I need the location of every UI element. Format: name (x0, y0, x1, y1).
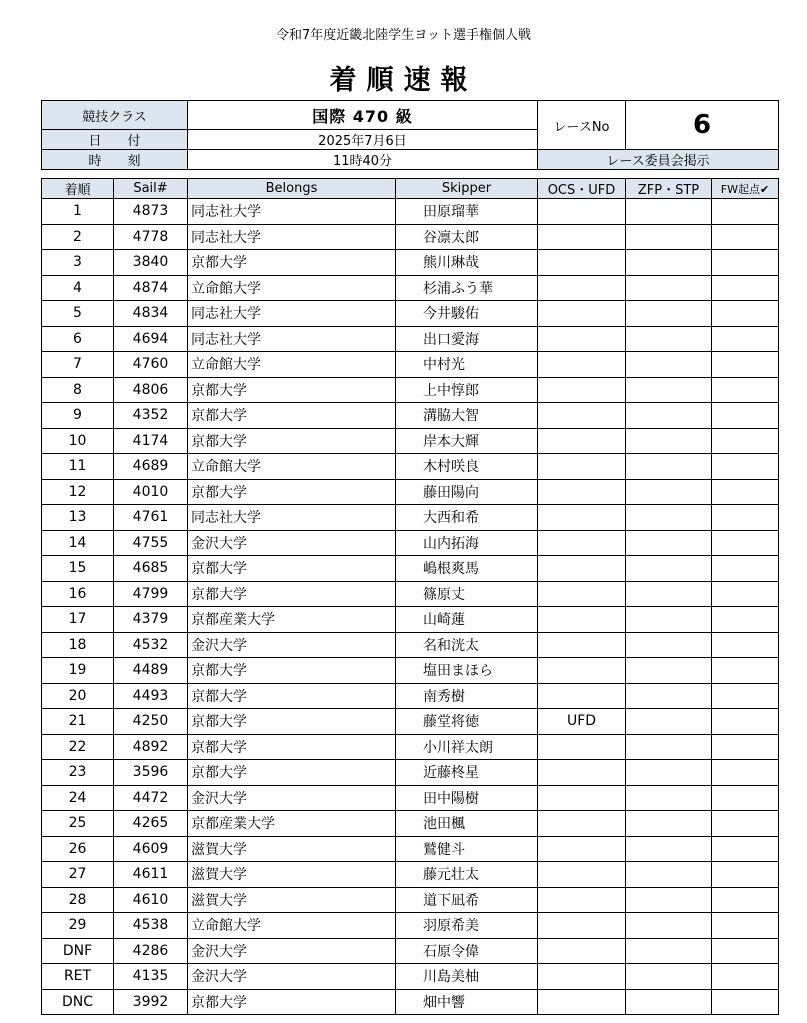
race-info-table (41, 100, 779, 170)
belongs-cell: 京都大学 (188, 250, 396, 276)
fw-check-cell (712, 913, 779, 939)
zfp-stp-cell (626, 709, 712, 735)
table-row (42, 913, 779, 939)
sail-cell: 4250 (114, 709, 188, 735)
rank-cell: 29 (42, 913, 114, 939)
fw-check-cell (712, 479, 779, 505)
fw-check-cell (712, 760, 779, 786)
table-row (42, 709, 779, 735)
fw-check-cell (712, 301, 779, 327)
belongs-cell: 滋賀大学 (188, 887, 396, 913)
rank-cell: 9 (42, 403, 114, 429)
rank-cell: 15 (42, 556, 114, 582)
zfp-stp-cell (626, 632, 712, 658)
sail-cell: 4689 (114, 454, 188, 480)
skipper-cell: 篠原丈 (396, 581, 538, 607)
skipper-cell: 熊川琳哉 (396, 250, 538, 276)
skipper-cell: 嶋根爽馬 (396, 556, 538, 582)
belongs-cell: 京都大学 (188, 556, 396, 582)
zfp-stp-cell (626, 505, 712, 531)
skipper-cell: 鷲健斗 (396, 836, 538, 862)
belongs-cell: 京都大学 (188, 403, 396, 429)
ocs-ufd-cell (538, 964, 626, 990)
skipper-cell: 山崎蓮 (396, 607, 538, 633)
sail-cell: 4611 (114, 862, 188, 888)
zfp-stp-cell (626, 224, 712, 250)
belongs-cell: 金沢大学 (188, 938, 396, 964)
skipper-cell: 山内拓海 (396, 530, 538, 556)
belongs-cell: 同志社大学 (188, 301, 396, 327)
sail-cell: 3840 (114, 250, 188, 276)
zfp-stp-cell (626, 428, 712, 454)
belongs-cell: 同志社大学 (188, 224, 396, 250)
skipper-cell: 木村咲良 (396, 454, 538, 480)
posted-by: レース委員会掲示 (538, 150, 779, 170)
table-row (42, 811, 779, 837)
zfp-stp-cell (626, 887, 712, 913)
skipper-cell: 石原令偉 (396, 938, 538, 964)
skipper-cell: 中村光 (396, 352, 538, 378)
fw-check-cell (712, 352, 779, 378)
skipper-cell: 川島美柚 (396, 964, 538, 990)
fw-check-cell (712, 887, 779, 913)
table-row (42, 428, 779, 454)
rank-cell: RET (42, 964, 114, 990)
table-row (42, 556, 779, 582)
rank-cell: 12 (42, 479, 114, 505)
rank-cell: 14 (42, 530, 114, 556)
sail-cell: 3596 (114, 760, 188, 786)
rank-cell: 8 (42, 377, 114, 403)
fw-check-cell (712, 607, 779, 633)
fw-check-cell (712, 632, 779, 658)
table-row (42, 403, 779, 429)
fw-check-cell (712, 811, 779, 837)
class-label: 競技クラス (42, 101, 188, 130)
fw-check-cell (712, 454, 779, 480)
rank-cell: 4 (42, 275, 114, 301)
zfp-stp-cell (626, 326, 712, 352)
ocs-ufd-cell (538, 275, 626, 301)
ocs-ufd-cell (538, 938, 626, 964)
skipper-cell: 上中惇郎 (396, 377, 538, 403)
zfp-stp-cell (626, 377, 712, 403)
sail-cell: 4174 (114, 428, 188, 454)
table-row (42, 530, 779, 556)
zfp-stp-cell (626, 581, 712, 607)
col-skipper: Skipper (396, 179, 538, 199)
rank-cell: 7 (42, 352, 114, 378)
table-row (42, 326, 779, 352)
sail-cell: 4685 (114, 556, 188, 582)
ocs-ufd-cell (538, 454, 626, 480)
ocs-ufd-cell (538, 326, 626, 352)
belongs-cell: 同志社大学 (188, 199, 396, 225)
time-value: 11時40分 (188, 150, 538, 170)
skipper-cell: 岸本大輝 (396, 428, 538, 454)
skipper-cell: 藤元壮太 (396, 862, 538, 888)
table-row (42, 224, 779, 250)
fw-check-cell (712, 403, 779, 429)
table-row (42, 275, 779, 301)
rank-cell: 21 (42, 709, 114, 735)
zfp-stp-cell (626, 301, 712, 327)
ocs-ufd-cell (538, 581, 626, 607)
sail-cell: 4761 (114, 505, 188, 531)
sail-cell: 4493 (114, 683, 188, 709)
belongs-cell: 立命館大学 (188, 275, 396, 301)
belongs-cell: 京都大学 (188, 709, 396, 735)
ocs-ufd-cell (538, 556, 626, 582)
rank-cell: 3 (42, 250, 114, 276)
skipper-cell: 羽原希美 (396, 913, 538, 939)
ocs-ufd-cell (538, 377, 626, 403)
sail-cell: 4760 (114, 352, 188, 378)
zfp-stp-cell (626, 964, 712, 990)
table-row (42, 581, 779, 607)
skipper-cell: 道下凪希 (396, 887, 538, 913)
rank-cell: DNF (42, 938, 114, 964)
fw-check-cell (712, 326, 779, 352)
rank-cell: 25 (42, 811, 114, 837)
zfp-stp-cell (626, 607, 712, 633)
fw-check-cell (712, 989, 779, 1015)
ocs-ufd-cell (538, 989, 626, 1015)
table-row (42, 887, 779, 913)
table-row (42, 862, 779, 888)
skipper-cell: 名和洸太 (396, 632, 538, 658)
fw-check-cell (712, 581, 779, 607)
fw-check-cell (712, 938, 779, 964)
zfp-stp-cell (626, 352, 712, 378)
belongs-cell: 立命館大学 (188, 352, 396, 378)
results-table (41, 178, 779, 1015)
table-row (42, 454, 779, 480)
rank-cell: 13 (42, 505, 114, 531)
fw-check-cell (712, 683, 779, 709)
skipper-cell: 南秀樹 (396, 683, 538, 709)
rank-cell: 19 (42, 658, 114, 684)
skipper-cell: 塩田まほら (396, 658, 538, 684)
rank-cell: 24 (42, 785, 114, 811)
ocs-ufd-cell (538, 887, 626, 913)
table-row (42, 352, 779, 378)
zfp-stp-cell (626, 403, 712, 429)
belongs-cell: 金沢大学 (188, 964, 396, 990)
zfp-stp-cell (626, 275, 712, 301)
table-row (42, 199, 779, 225)
ocs-ufd-cell (538, 479, 626, 505)
ocs-ufd-cell (538, 632, 626, 658)
rank-cell: 6 (42, 326, 114, 352)
rank-cell: 5 (42, 301, 114, 327)
table-row (42, 377, 779, 403)
date-label: 日 付 (42, 130, 188, 150)
time-label: 時 刻 (42, 150, 188, 170)
col-rank: 着順 (42, 179, 114, 199)
zfp-stp-cell (626, 658, 712, 684)
zfp-stp-cell (626, 530, 712, 556)
fw-check-cell (712, 785, 779, 811)
rank-cell: 10 (42, 428, 114, 454)
zfp-stp-cell (626, 938, 712, 964)
sail-cell: 4538 (114, 913, 188, 939)
fw-check-cell (712, 556, 779, 582)
ocs-ufd-cell (538, 785, 626, 811)
table-row (42, 989, 779, 1015)
zfp-stp-cell (626, 734, 712, 760)
ocs-ufd-cell (538, 836, 626, 862)
sail-cell: 4379 (114, 607, 188, 633)
ocs-ufd-cell (538, 301, 626, 327)
fw-check-cell (712, 734, 779, 760)
sail-cell: 4873 (114, 199, 188, 225)
sail-cell: 4806 (114, 377, 188, 403)
skipper-cell: 杉浦ふう華 (396, 275, 538, 301)
table-row (42, 301, 779, 327)
zfp-stp-cell (626, 250, 712, 276)
skipper-cell: 溝脇大智 (396, 403, 538, 429)
col-fw-check: FW起点✔ (712, 179, 779, 199)
zfp-stp-cell (626, 556, 712, 582)
belongs-cell: 同志社大学 (188, 326, 396, 352)
table-row (42, 505, 779, 531)
ocs-ufd-cell (538, 658, 626, 684)
fw-check-cell (712, 428, 779, 454)
rank-cell: 20 (42, 683, 114, 709)
ocs-ufd-cell (538, 683, 626, 709)
fw-check-cell (712, 709, 779, 735)
belongs-cell: 京都大学 (188, 989, 396, 1015)
fw-check-cell (712, 530, 779, 556)
belongs-cell: 京都大学 (188, 658, 396, 684)
skipper-cell: 畑中響 (396, 989, 538, 1015)
fw-check-cell (712, 224, 779, 250)
sail-cell: 4135 (114, 964, 188, 990)
rank-cell: 26 (42, 836, 114, 862)
belongs-cell: 京都大学 (188, 760, 396, 786)
sail-cell: 4609 (114, 836, 188, 862)
zfp-stp-cell (626, 785, 712, 811)
sail-cell: 3992 (114, 989, 188, 1015)
skipper-cell: 近藤柊星 (396, 760, 538, 786)
class-value: 国際 470 級 (188, 101, 538, 130)
sail-cell: 4892 (114, 734, 188, 760)
date-value: 2025年7月6日 (188, 130, 538, 150)
zfp-stp-cell (626, 479, 712, 505)
belongs-cell: 京都大学 (188, 581, 396, 607)
rank-cell: 18 (42, 632, 114, 658)
sail-cell: 4286 (114, 938, 188, 964)
fw-check-cell (712, 964, 779, 990)
table-row (42, 479, 779, 505)
table-row (42, 964, 779, 990)
belongs-cell: 京都大学 (188, 683, 396, 709)
zfp-stp-cell (626, 862, 712, 888)
belongs-cell: 金沢大学 (188, 632, 396, 658)
table-row (42, 683, 779, 709)
ocs-ufd-cell (538, 530, 626, 556)
belongs-cell: 金沢大学 (188, 785, 396, 811)
sail-cell: 4489 (114, 658, 188, 684)
zfp-stp-cell (626, 913, 712, 939)
zfp-stp-cell (626, 454, 712, 480)
rank-cell: 23 (42, 760, 114, 786)
col-zfp-stp: ZFP・STP (626, 179, 712, 199)
skipper-cell: 小川祥太朗 (396, 734, 538, 760)
belongs-cell: 金沢大学 (188, 530, 396, 556)
sail-cell: 4799 (114, 581, 188, 607)
fw-check-cell (712, 658, 779, 684)
sail-cell: 4010 (114, 479, 188, 505)
ocs-ufd-cell (538, 352, 626, 378)
sail-cell: 4874 (114, 275, 188, 301)
sail-cell: 4694 (114, 326, 188, 352)
rank-cell: 2 (42, 224, 114, 250)
fw-check-cell (712, 377, 779, 403)
ocs-ufd-cell (538, 250, 626, 276)
event-subtitle: 令和7年度近畿北陸学生ヨット選手権個人戦 (275, 28, 531, 43)
race-no-value: 6 (626, 101, 779, 150)
zfp-stp-cell (626, 811, 712, 837)
sail-cell: 4532 (114, 632, 188, 658)
belongs-cell: 京都産業大学 (188, 811, 396, 837)
col-ocs-ufd: OCS・UFD (538, 179, 626, 199)
belongs-cell: 京都大学 (188, 479, 396, 505)
skipper-cell: 藤堂将徳 (396, 709, 538, 735)
sail-cell: 4755 (114, 530, 188, 556)
results-header-row (42, 179, 779, 199)
rank-cell: 28 (42, 887, 114, 913)
rank-cell: 27 (42, 862, 114, 888)
rank-cell: 17 (42, 607, 114, 633)
zfp-stp-cell (626, 760, 712, 786)
table-row (42, 785, 779, 811)
ocs-ufd-cell (538, 199, 626, 225)
table-row (42, 250, 779, 276)
fw-check-cell (712, 862, 779, 888)
sail-cell: 4778 (114, 224, 188, 250)
ocs-ufd-cell (538, 224, 626, 250)
rank-cell: 16 (42, 581, 114, 607)
skipper-cell: 田中陽樹 (396, 785, 538, 811)
sail-cell: 4472 (114, 785, 188, 811)
sail-cell: 4352 (114, 403, 188, 429)
fw-check-cell (712, 275, 779, 301)
ocs-ufd-cell (538, 734, 626, 760)
fw-check-cell (712, 250, 779, 276)
belongs-cell: 立命館大学 (188, 454, 396, 480)
rank-cell: 1 (42, 199, 114, 225)
belongs-cell: 立命館大学 (188, 913, 396, 939)
zfp-stp-cell (626, 683, 712, 709)
skipper-cell: 池田楓 (396, 811, 538, 837)
col-belongs: Belongs (188, 179, 396, 199)
belongs-cell: 京都大学 (188, 734, 396, 760)
table-row (42, 734, 779, 760)
zfp-stp-cell (626, 199, 712, 225)
ocs-ufd-cell (538, 811, 626, 837)
rank-cell: 22 (42, 734, 114, 760)
ocs-ufd-cell (538, 760, 626, 786)
ocs-ufd-cell (538, 913, 626, 939)
ocs-ufd-cell: UFD (538, 709, 626, 735)
skipper-cell: 田原瑠華 (396, 199, 538, 225)
fw-check-cell (712, 836, 779, 862)
belongs-cell: 滋賀大学 (188, 836, 396, 862)
skipper-cell: 藤田陽向 (396, 479, 538, 505)
fw-check-cell (712, 505, 779, 531)
belongs-cell: 京都大学 (188, 428, 396, 454)
ocs-ufd-cell (538, 607, 626, 633)
rank-cell: DNC (42, 989, 114, 1015)
belongs-cell: 京都産業大学 (188, 607, 396, 633)
race-no-label: レースNo (538, 101, 626, 150)
belongs-cell: 同志社大学 (188, 505, 396, 531)
ocs-ufd-cell (538, 428, 626, 454)
sail-cell: 4265 (114, 811, 188, 837)
zfp-stp-cell (626, 836, 712, 862)
fw-check-cell (712, 199, 779, 225)
table-row (42, 658, 779, 684)
skipper-cell: 出口愛海 (396, 326, 538, 352)
zfp-stp-cell (626, 989, 712, 1015)
rank-cell: 11 (42, 454, 114, 480)
page-title: 着順速報 (329, 65, 478, 96)
belongs-cell: 滋賀大学 (188, 862, 396, 888)
ocs-ufd-cell (538, 505, 626, 531)
skipper-cell: 谷凛太郎 (396, 224, 538, 250)
col-sail: Sail# (114, 179, 188, 199)
ocs-ufd-cell (538, 403, 626, 429)
table-row (42, 760, 779, 786)
sail-cell: 4834 (114, 301, 188, 327)
skipper-cell: 今井駿佑 (396, 301, 538, 327)
table-row (42, 938, 779, 964)
ocs-ufd-cell (538, 862, 626, 888)
table-row (42, 632, 779, 658)
table-row (42, 836, 779, 862)
belongs-cell: 京都大学 (188, 377, 396, 403)
sail-cell: 4610 (114, 887, 188, 913)
skipper-cell: 大西和希 (396, 505, 538, 531)
table-row (42, 607, 779, 633)
